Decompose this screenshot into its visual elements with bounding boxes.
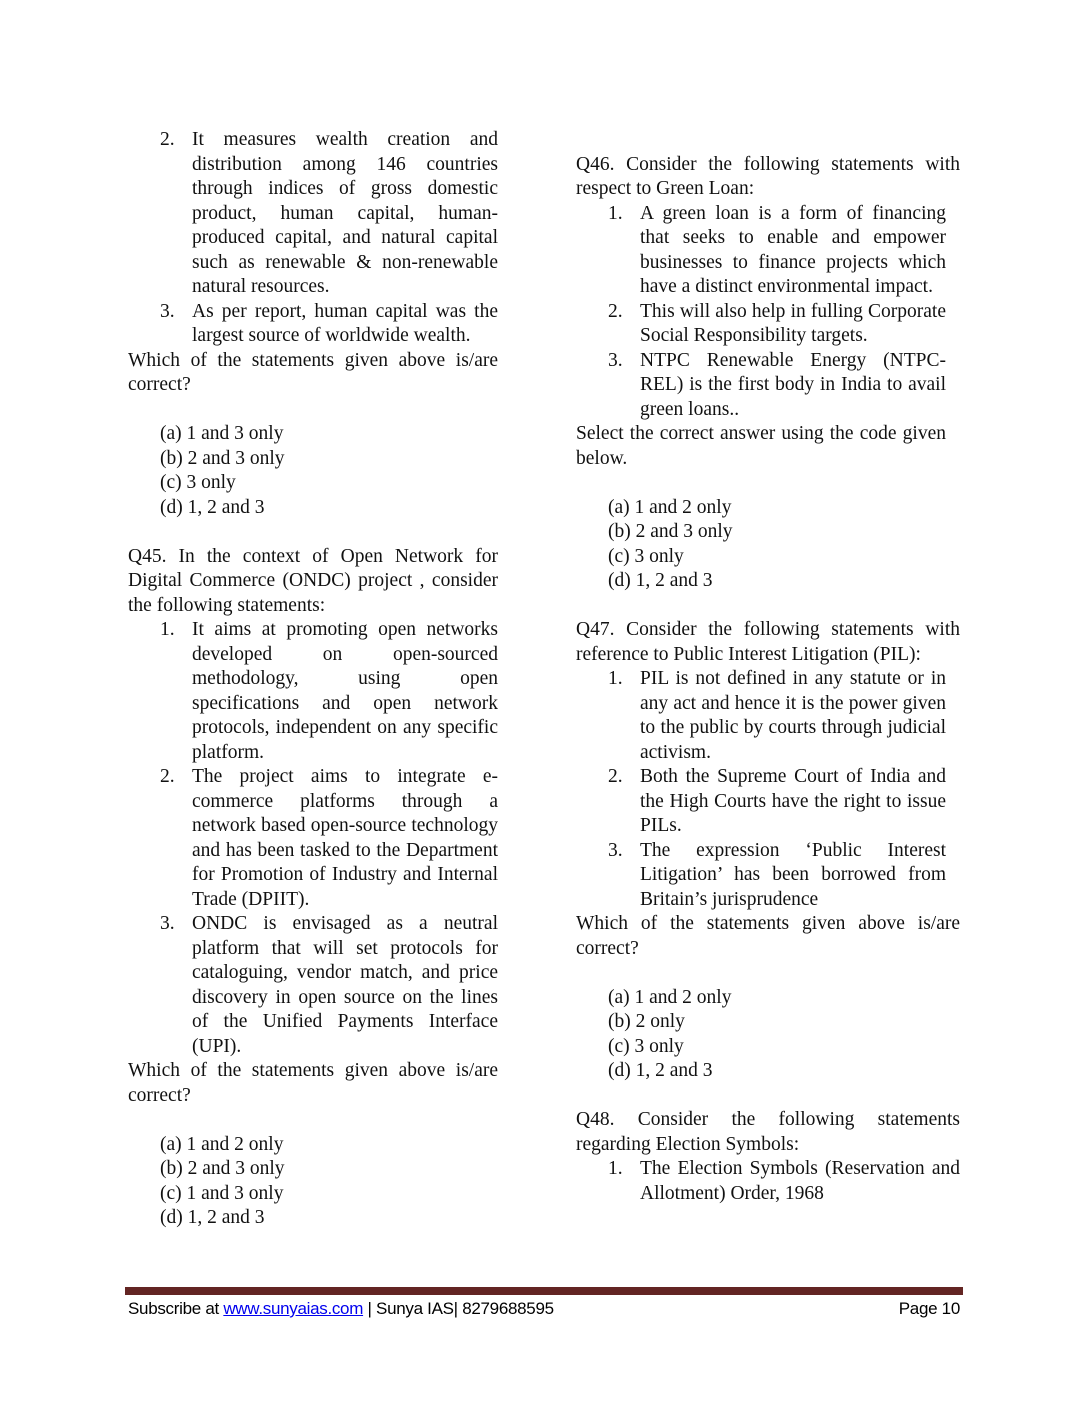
option: (b) 2 and 3 only (160, 447, 285, 469)
statement (160, 912, 498, 1059)
question-prompt: Select the correct answer using the code given below. (576, 423, 946, 469)
question-prompt: Which of the statements given above is/are correct? (128, 349, 498, 395)
statement (608, 765, 960, 839)
option: (d) 1, 2 and 3 (608, 570, 713, 591)
q46-stem: Q46. Consider the following statements with respect to Green Loan: (576, 153, 960, 199)
statement (608, 667, 960, 765)
website-link[interactable]: www.sunyaias.com (223, 1299, 364, 1318)
option: (c) 1 and 3 only (160, 1182, 284, 1204)
statement-text: NTPC Renewable Energy (NTPC-REL) is the first body in India to avail green loans.. (640, 349, 946, 420)
statement (608, 839, 960, 913)
question-prompt: Which of the statements given above is/are correct? (576, 913, 960, 959)
footer-prefix: Subscribe at (128, 1299, 224, 1318)
statement-text: It measures wealth creation and distribution among 146 countries through indices of gross domestic product, human capital, human-produced capital, and natural capital such as renewable & non-renewable natural resources. (192, 129, 498, 297)
statement-number: 2. (608, 766, 623, 787)
page-number: Page 10 (898, 1299, 960, 1318)
statement-text: The expression ‘Public Interest Litigation’ has been borrowed from Britain’s jurisprudence (640, 839, 946, 910)
q48-stem: Q48. Consider the following statements regarding Election Symbols: (576, 1109, 960, 1155)
option: (d) 1, 2 and 3 (160, 496, 265, 518)
statement (608, 202, 960, 300)
option: (a) 1 and 2 only (608, 986, 732, 1008)
q45-statements (160, 618, 498, 1059)
option: (d) 1, 2 and 3 (160, 1207, 265, 1228)
option: (a) 1 and 3 only (160, 423, 284, 444)
q46-options (608, 496, 960, 594)
statement (160, 128, 498, 300)
option: (b) 2 and 3 only (160, 1158, 285, 1179)
q47-stem: Q47. Consider the following statements with reference to Public Interest Litigation (PIL): (576, 619, 960, 665)
statement-text: It aims at promoting open networks developed on open-sourced methodology, using open specifications and open network protocols, independent on any specific platform. (192, 619, 498, 763)
statement (608, 300, 960, 349)
statement-text: The project aims to integrate e-commerce platforms through a network based open-source technology and has been tasked to the Department for Promotion of Industry and Internal Trade (DPIIT). (192, 766, 498, 910)
statement-text: As per report, human capital was the largest source of worldwide wealth. (192, 300, 498, 346)
q46-statements (608, 202, 960, 423)
right-column (576, 128, 960, 1206)
statement (608, 349, 960, 423)
statement (160, 300, 498, 349)
statement-text: Both the Supreme Court of India and the High Courts have the right to issue PILs. (640, 766, 946, 836)
statement-number: 2. (160, 766, 175, 787)
q48-statements (608, 1157, 960, 1206)
footer-info (128, 1297, 554, 1322)
statement-number: 3. (608, 349, 623, 371)
statement-number: 3. (608, 839, 623, 861)
question-prompt: Which of the statements given above is/are correct? (128, 1060, 498, 1106)
q44-statements (160, 128, 498, 349)
statement-text: This will also help in fulling Corporate Social Responsibility targets. (640, 300, 946, 346)
option: (b) 2 and 3 only (608, 521, 733, 542)
q45-options (160, 1133, 498, 1231)
statement-number: 2. (160, 129, 175, 150)
q47-options (608, 986, 960, 1084)
statement-text: ONDC is envisaged as a neutral platform that will set protocols for cataloguing, vendor match, and price discovery in open source on the lines of the Unified Payments Interface (UPI). (192, 913, 498, 1057)
statement-number: 3. (160, 300, 175, 322)
statement-number: 1. (160, 619, 175, 640)
q45-stem: Q45. In the context of Open Network for Digital Commerce (ONDC) project , consider the following statements: (128, 545, 498, 616)
left-column (128, 128, 498, 1255)
statement-number: 1. (608, 1158, 623, 1179)
statement (160, 618, 498, 765)
q44-options (160, 422, 498, 520)
statement-text: PIL is not defined in any statute or in any act and hence it is the power given to the public by courts through judicial activism. (640, 668, 946, 763)
footer-contact: | Sunya IAS| 8279688595 (363, 1299, 554, 1318)
statement (160, 765, 498, 912)
footer-divider (125, 1287, 963, 1295)
option: (b) 2 only (608, 1011, 685, 1032)
statement-text: A green loan is a form of financing that seeks to enable and empower businesses to finance projects which have a distinct environmental impact. (640, 202, 946, 297)
statement-number: 1. (608, 202, 623, 224)
q47-statements (608, 667, 960, 912)
statement-number: 1. (608, 668, 623, 689)
statement-number: 3. (160, 913, 175, 934)
statement-text: The Election Symbols (Reservation and Allotment) Order, 1968 (640, 1158, 960, 1204)
option: (a) 1 and 2 only (608, 496, 732, 518)
statement (608, 1157, 960, 1206)
option: (c) 3 only (160, 472, 236, 493)
page-footer (128, 1297, 960, 1322)
statement-number: 2. (608, 300, 623, 322)
option: (a) 1 and 2 only (160, 1133, 284, 1155)
option: (c) 3 only (608, 1035, 684, 1057)
option: (c) 3 only (608, 545, 684, 567)
option: (d) 1, 2 and 3 (608, 1060, 713, 1081)
